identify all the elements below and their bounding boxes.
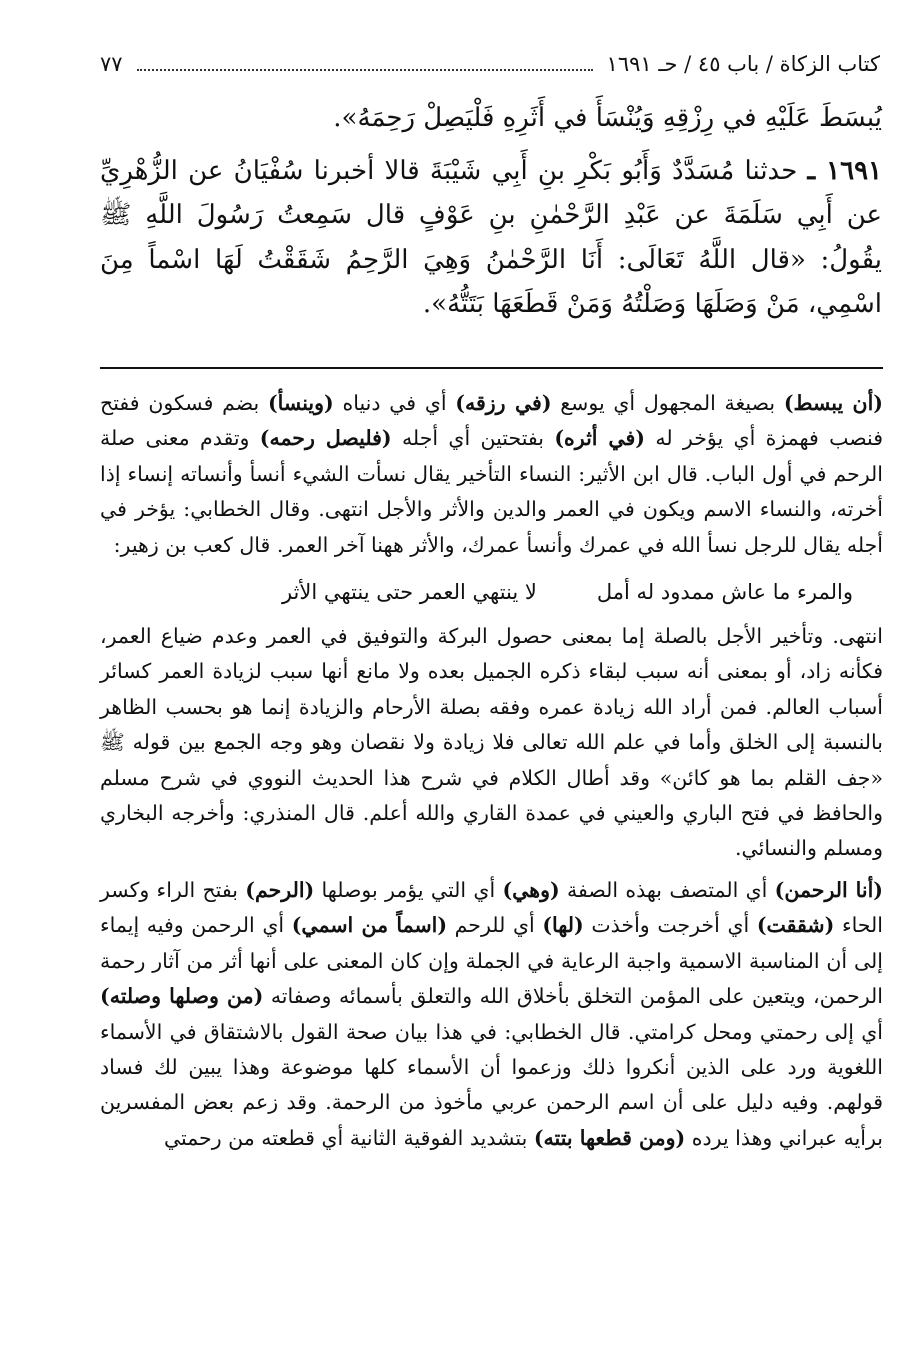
text-run: بصيغة المجهول أي يوسع	[551, 391, 784, 415]
header-title: كتاب الزكاة / باب ٤٥ / حـ ١٦٩١	[606, 52, 880, 76]
text-run: أي في دنياه	[333, 391, 456, 415]
bold-phrase: ١٦٩١ ـ	[807, 155, 882, 186]
text-run: بضم فسكون ففتح فنصب فهمزة أي يؤخر له	[100, 391, 883, 451]
bold-phrase: (شققت)	[756, 913, 835, 938]
hadith-1691	[100, 149, 882, 327]
bold-phrase: (اسماً من اسمي)	[291, 913, 448, 938]
text-run: انتهى. وتأخير الأجل بالصلة إما بمعنى حصول البركة والتوفيق في العمر وعدم ضياع العمر، فكأنه زاد، أو بمعنى أنه سبب لبقاء ذكره الجميل بعده ولا مانع أنها سبب لزيادة العمر كسائر أسباب العالم. فمن أراد الله زيادة عمره وفقه بصلة الأرحام والزيادة إنما هو بحسب الظاهر بالنسبة إلى الخلق وأما في علم الله تعالى فلا زيادة ولا نقصان وهو وجه الجمع بين قوله ﷺ «جف القلم بما هو كائن» وقد أطال الكلام في شرح هذا الحديث النووي في شرح مسلم والحافظ في فتح الباري والعيني في عمدة القاري والله أعلم. قال المنذري: وأخرجه البخاري ومسلم والنسائي.	[100, 624, 883, 861]
header-dot-leader	[137, 53, 593, 71]
bold-phrase: (لها)	[542, 913, 584, 938]
hadith-text	[100, 96, 882, 327]
text-run: أي التي يؤمر بوصلها	[314, 877, 503, 902]
running-header	[100, 52, 880, 86]
poetry-verse	[100, 563, 883, 619]
verse-second-hemistich: لا ينتهي العمر حتى ينتهي الأثر	[281, 580, 537, 605]
commentary-paragraph-3	[100, 873, 883, 1156]
text-run: حدثنا مُسَدَّدٌ وَأَبُو بَكْرِ بنِ أَبِي شَيْبَةَ قالا أخبرنا سُفْيَانُ عن الزُّهْرِيِّ عن أَبِي سَلَمَةَ عن عَبْدِ الرَّحْمٰنِ بنِ عَوْفٍ قال سَمِعتُ رَسُولَ اللَّهِ ﷺ يقُولُ: «قال اللَّهُ تَعَالَى: أَنَا الرَّحْمٰنُ وَهِيَ الرَّحِمُ شَقَقْتُ لَهَا اسْماً مِنَ اسْمِي، مَنْ وَصَلَهَا وَصَلْتُهُ وَمَنْ قَطَعَهَا بَتَتُّهُ».	[100, 155, 882, 319]
text-run: بفتحتين أي أجله	[391, 426, 555, 451]
footnote-separator	[100, 367, 883, 369]
bold-phrase: (فليصل رحمه)	[259, 426, 392, 451]
text-run: بفتح الراء وكسر الحاء	[100, 877, 884, 938]
text-run: أي للرحم	[447, 913, 543, 938]
text-run: أي إلى رحمتي ومحل كرامتي. قال الخطابي: في هذا بيان صحة القول بالاشتقاق في الأسماء اللغوية ورد على الذين أنكروا ذلك وزعموا أن الأسماء كلها موضوعة وهذا يبين لك فساد قولهم. وفيه دليل على أن اسم الرحمن عربي مأخوذ من الرحمة. وقد زعم بعض المفسرين برأيه عبراني وهذا يرده	[100, 1019, 884, 1150]
text-run: بتشديد الفوقية الثانية أي قطعته من رحمتي	[163, 1125, 534, 1150]
text-run: أي المتصف بهذه الصفة	[559, 877, 775, 902]
bold-phrase: (في أثره)	[554, 426, 646, 451]
text-run: أي الرحمن وفيه إيماء إلى أن المناسبة الاسمية واجبة الرعاية في الجملة وإن كان المعنى على أنها أثر من آثار رحمة الرحمن، ويتعين على المؤمن التخلق بأخلاق الله والتعلق بأسمائه وصفاته	[100, 913, 883, 1009]
hadith-continuation: يُبسَطَ عَلَيْهِ في رِزْقِهِ وَيُنْسَأَ في أَثَرِهِ فَلْيَصِلْ رَحِمَهُ».	[333, 103, 882, 133]
bold-phrase: (وينسأ)	[267, 391, 334, 415]
bold-phrase: (في رزقه)	[455, 391, 552, 415]
text-run: وتقدم معنى صلة الرحم في أول الباب. قال ابن الأثير: النساء التأخير يقال نسأت الشيء أنسأ وأنساته إنساء إذا أخرته، والنساء الاسم ويكون في العمر والدين والأثر والأجل انتهى. وقال الخطابي: يؤخر في أجله يقال للرجل نسأ الله في عمرك وأنسأ عمرك، والأثر ههنا آخر العمر. قال كعب بن زهير:	[100, 426, 883, 557]
commentary	[100, 386, 883, 1156]
verse-first-hemistich: والمرء ما عاش ممدود له أمل	[596, 580, 853, 605]
text-run: أي أخرجت وأخذت	[583, 913, 757, 938]
commentary-paragraph-1	[100, 386, 883, 563]
bold-phrase: (أن يبسط)	[783, 391, 883, 415]
bold-phrase: (ومن قطعها بتته)	[533, 1125, 686, 1150]
bold-phrase: (أنا الرحمن)	[774, 877, 883, 902]
bold-phrase: (من وصلها وصلته)	[100, 984, 264, 1009]
page-number: ٧٧	[100, 52, 123, 76]
bold-phrase: (الرحم)	[245, 877, 315, 902]
bold-phrase: (وهي)	[502, 877, 560, 902]
commentary-paragraph-2	[100, 619, 883, 867]
